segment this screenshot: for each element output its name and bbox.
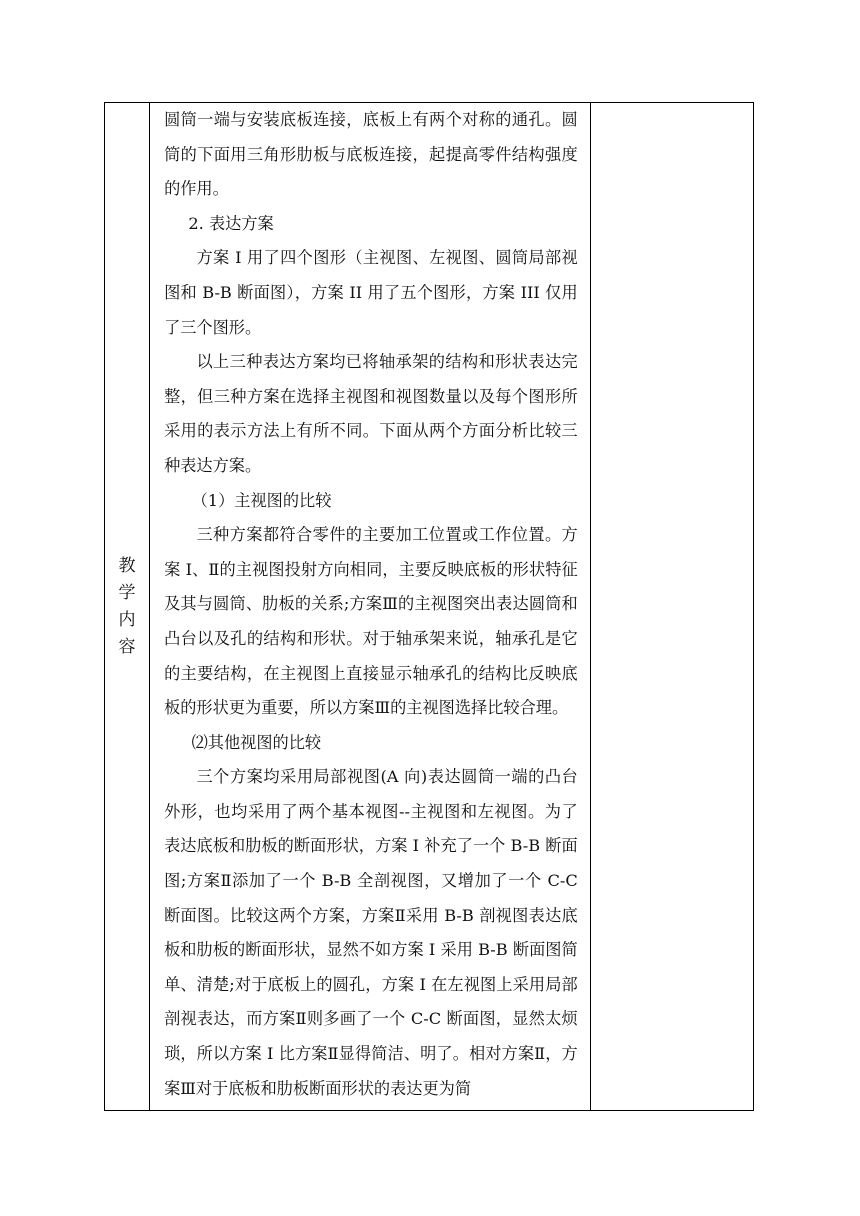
content-cell — [150, 103, 591, 1111]
heading-other-views-comparison: ⑵其他视图的比较 — [191, 732, 322, 752]
paragraph-structure: 圆筒一端与安装底板连接，底板上有两个对称的通孔。圆筒的下面用三角形肋板与底板连接，起提高零件结构强度的作用。 — [164, 110, 578, 199]
paragraph-comparison-intro: 以上三种表达方案均已将轴承架的结构和形状表达完整，但三种方案在选择主视图和视图数量以及每个图形所采用的表示方法上有所不同。下面从两个方面分析比较三种表达方案。 — [164, 352, 578, 475]
lesson-plan-table — [104, 102, 754, 1111]
row-label: 教学内容 — [118, 555, 136, 657]
paragraph-main-view: 三种方案都符合零件的主要加工位置或工作位置。方案 I、Ⅱ的主视图投射方向相同，主要反映底板的形状特征及其与圆筒、肋板的关系;方案Ⅲ的主视图突出表达圆筒和凸台以及孔的结构和形状。对于轴承架来说，轴承孔是它的主要结构，在主视图上直接显示轴承孔的结构比反映底板的形状更为重要，所以方案Ⅲ的主视图选择比较合理。 — [164, 525, 578, 718]
table-row — [105, 103, 754, 1111]
heading-main-view-comparison: （1）主视图的比较 — [191, 490, 332, 510]
notes-cell — [590, 103, 753, 1111]
paragraph-plans-overview: 方案 I 用了四个图形（主视图、左视图、圆筒局部视图和 B-B 断面图），方案 II 用了五个图形，方案 III 仅用了三个图形。 — [164, 248, 578, 337]
content-body — [150, 103, 590, 1106]
heading-expression-plan: 2. 表达方案 — [188, 213, 274, 233]
row-label-cell — [105, 103, 150, 1111]
paragraph-other-views: 三个方案均采用局部视图(A 向)表达圆筒一端的凸台外形，也均采用了两个基本视图--主视图和左视图。为了表达底板和肋板的断面形状，方案 I 补充了一个 B-B 断面图;方案Ⅱ添加了一个 B-B 全剖视图，又增加了一个 C-C 断面图。比较这两个方案，方案Ⅱ采用 B-B 剖视图表达底板和肋板的断面形状，显然不如方案 I 采用 B-B 断面图简单、清楚;对于底板上的圆孔，方案 I 在左视图上采用局部剖视表达，而方案Ⅱ则多画了一个 C-C 断面图，显然太烦琐，所以方案 I 比方案Ⅱ显得简洁、明了。相对方案Ⅱ，方案Ⅲ对于底板和肋板断面形状的表达更为简 — [164, 767, 578, 1098]
